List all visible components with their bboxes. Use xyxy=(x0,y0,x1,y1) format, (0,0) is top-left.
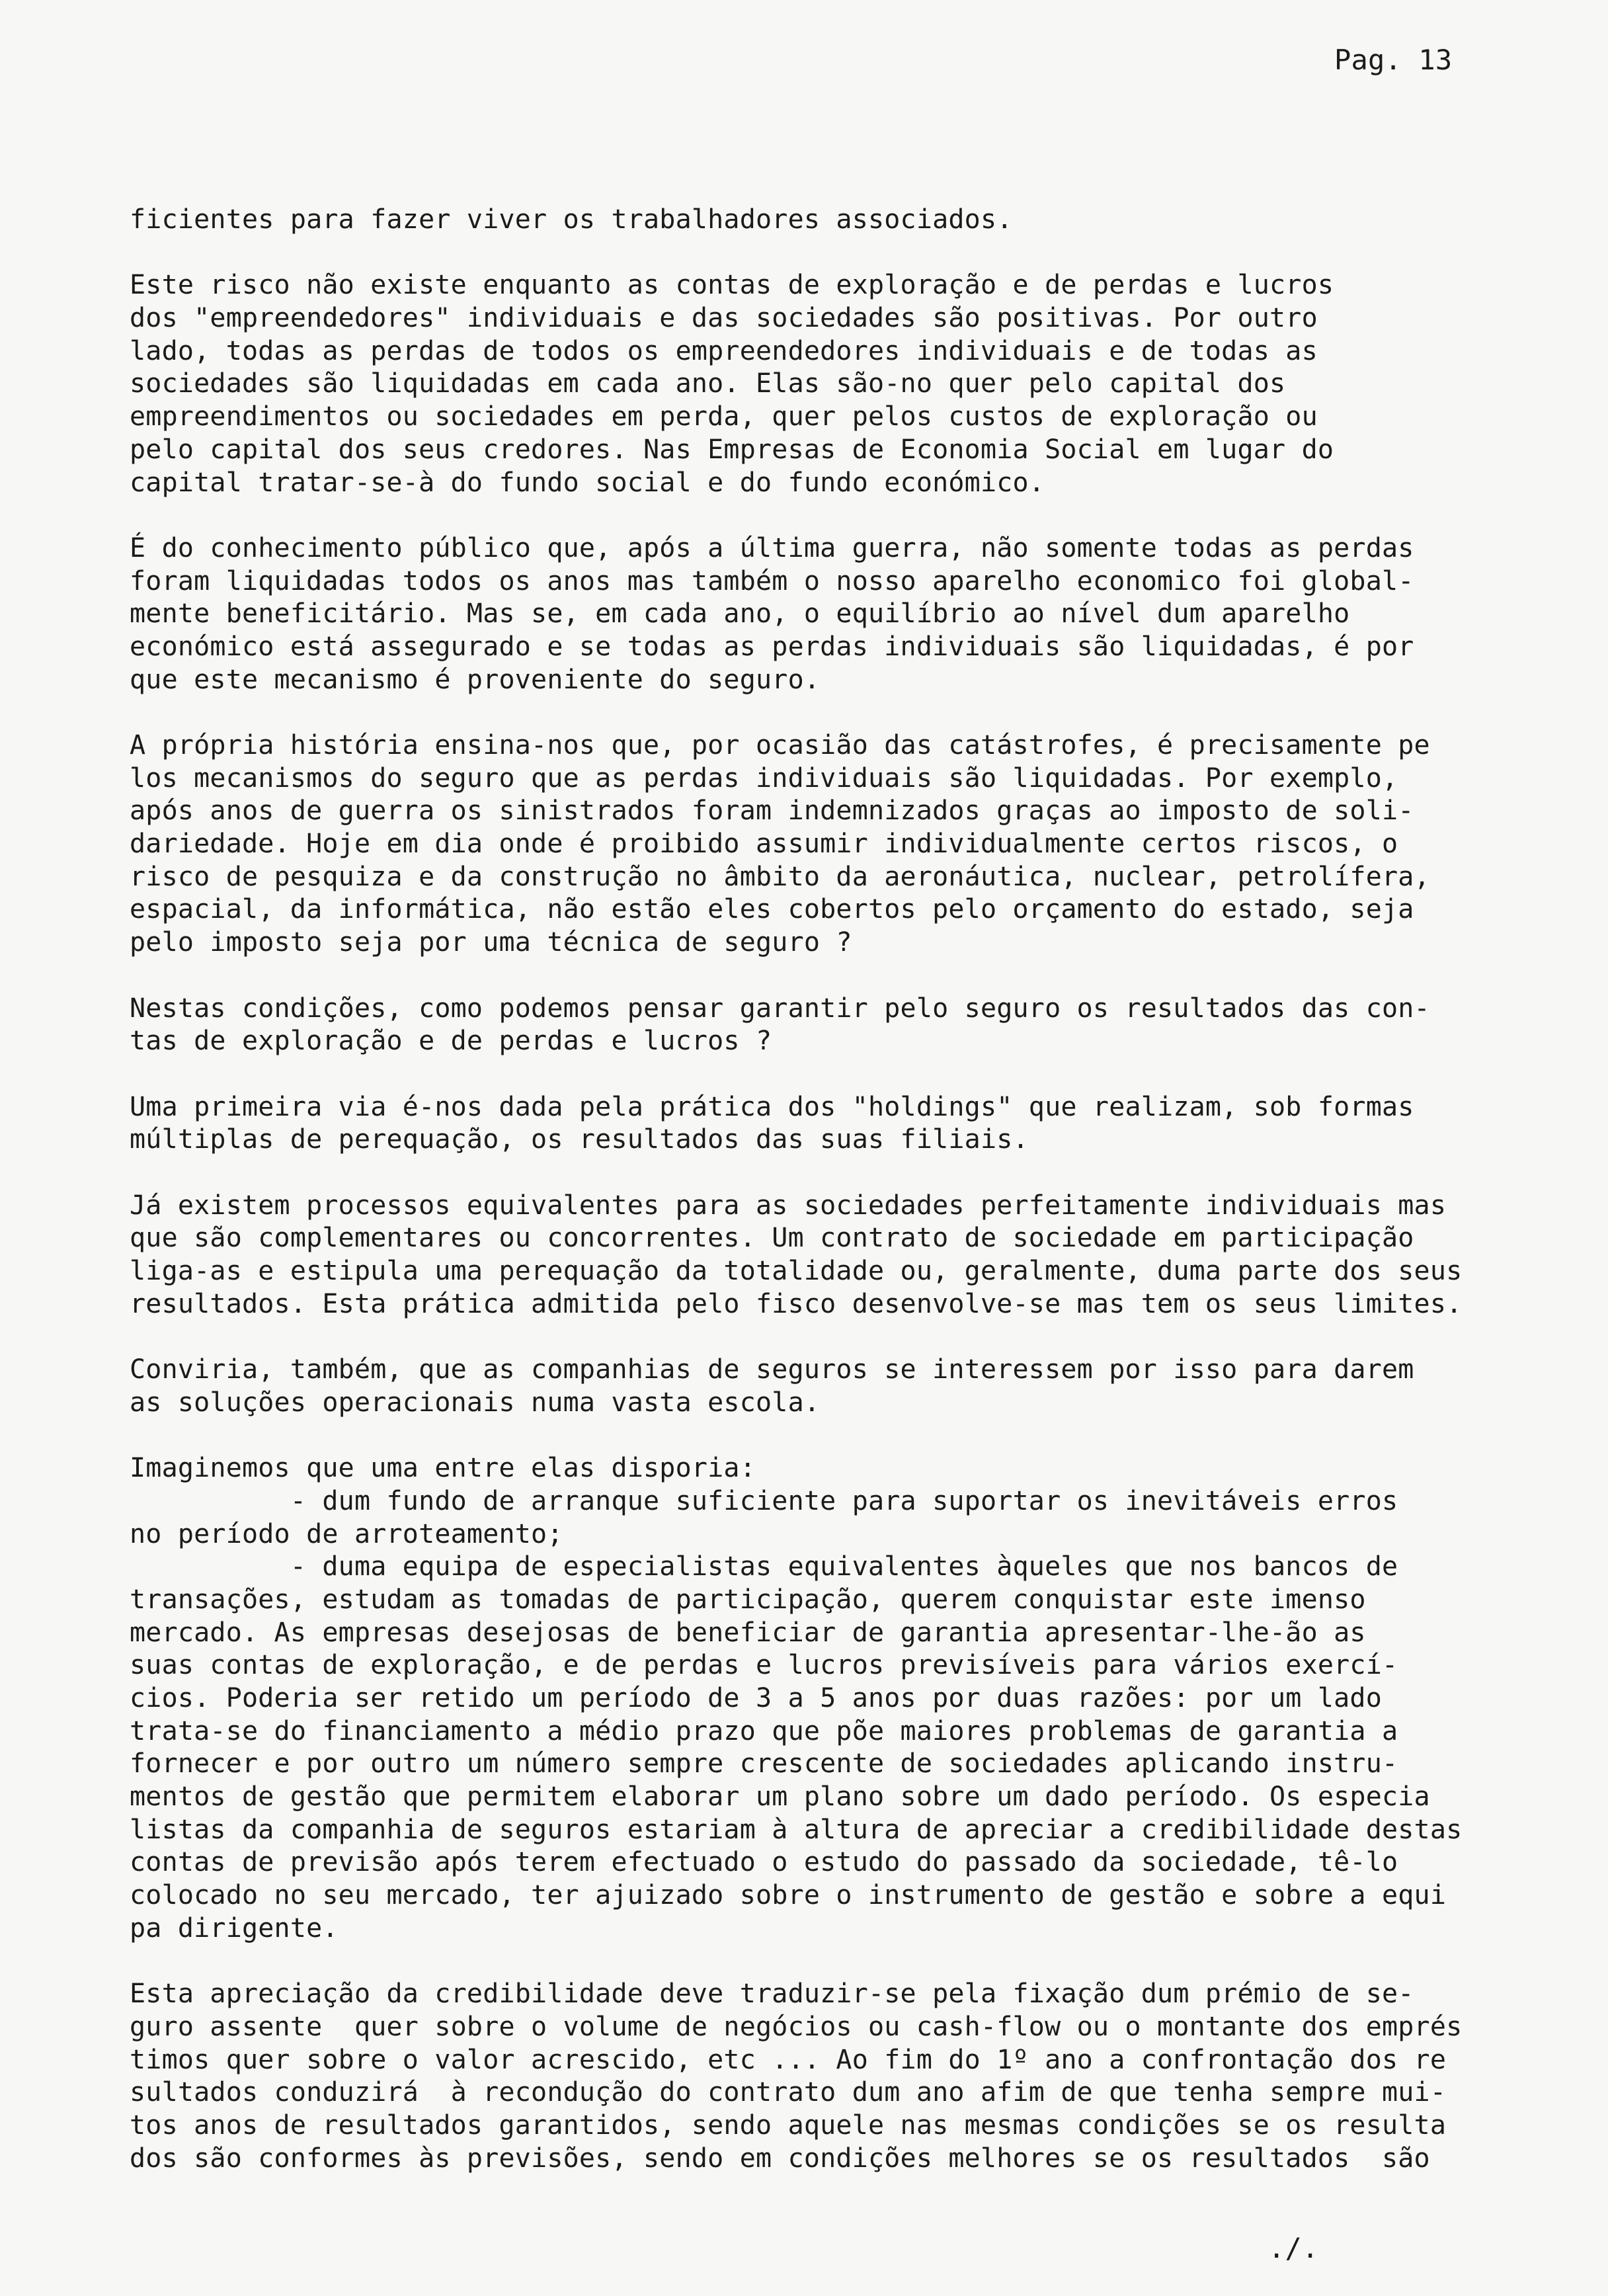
text-line: pa dirigente. xyxy=(130,1912,339,1944)
text-line: Uma primeira via é-nos dada pela prática dos "holdings" que realizam, sob formas xyxy=(130,1091,1414,1122)
text-line: - duma equipa de especialistas equivalentes àqueles que nos bancos de xyxy=(130,1551,1398,1582)
text-line: pelo capital dos seus credores. Nas Empresas de Economia Social em lugar do xyxy=(130,434,1334,465)
continuation-mark: ./. xyxy=(1268,2232,1319,2264)
document-body xyxy=(130,204,1551,2175)
text-line: dos "empreendedores" individuais e das sociedades são positivas. Por outro xyxy=(130,303,1318,334)
text-line: lado, todas as perdas de todos os empreendedores individuais e de todas as xyxy=(130,335,1318,366)
text-line: Esta apreciação da credibilidade deve traduzir-se pela fixação dum prémio de se- xyxy=(130,1979,1414,2010)
text-line: Já existem processos equivalentes para as sociedades perfeitamente individuais mas xyxy=(130,1190,1447,1221)
text-line: listas da companhia de seguros estariam à altura de apreciar a credibilidade destas xyxy=(130,1814,1463,1845)
text-line: los mecanismos do seguro que as perdas individuais são liquidadas. Por exemplo, xyxy=(130,762,1398,794)
text-line: tos anos de resultados garantidos, sendo aquele nas mesmas condições se os resulta xyxy=(130,2110,1447,2141)
text-line: ficientes para fazer viver os trabalhadores associados. xyxy=(130,204,1013,235)
text-line: mentos de gestão que permitem elaborar um plano sobre um dado período. Os especia xyxy=(130,1782,1430,1812)
paragraph-history xyxy=(130,729,1551,960)
text-line: contas de previsão após terem efectuado o estudo do passado da sociedade, tê-lo xyxy=(130,1847,1398,1878)
text-line: económico está assegurado e se todas as perdas individuais são liquidadas, é por xyxy=(130,631,1414,662)
paragraph-risk xyxy=(130,269,1551,499)
page-number: Pag. 13 xyxy=(1334,44,1453,76)
text-line: capital tratar-se-à do fundo social e do fundo económico. xyxy=(130,467,1045,498)
text-line: risco de pesquiza e da construção no âmbito da aeronáutica, nuclear, petrolífera, xyxy=(130,861,1430,892)
text-line: Imaginemos que uma entre elas disporia: xyxy=(130,1453,756,1484)
text-line: pelo imposto seja por uma técnica de seguro ? xyxy=(130,927,852,958)
text-line: empreendimentos ou sociedades em perda, quer pelos custos de exploração ou xyxy=(130,401,1318,432)
paragraph-credibility xyxy=(130,1978,1551,2175)
text-line: A própria história ensina-nos que, por ocasião das catástrofes, é precisamente pe xyxy=(130,730,1430,760)
text-line: sociedades são liquidadas em cada ano. Elas são-no quer pelo capital dos xyxy=(130,368,1286,399)
text-line: - dum fundo de arranque suficiente para suportar os inevitáveis erros xyxy=(130,1485,1398,1516)
paragraph-processes xyxy=(130,1190,1551,1321)
text-line: Nestas condições, como podemos pensar garantir pelo seguro os resultados das con- xyxy=(130,993,1430,1024)
text-line: as soluções operacionais numa vasta escola. xyxy=(130,1387,821,1418)
text-line: timos quer sobre o valor acrescido, etc ... Ao fim do 1º ano a confrontação dos re xyxy=(130,2044,1447,2075)
text-line: que este mecanismo é proveniente do seguro. xyxy=(130,664,821,695)
text-line: no período de arroteamento; xyxy=(130,1518,563,1549)
text-line: É do conhecimento público que, após a última guerra, não somente todas as perdas xyxy=(130,532,1414,563)
text-line: Conviria, também, que as companhias de seguros se interessem por isso para darem xyxy=(130,1354,1414,1385)
text-line: após anos de guerra os sinistrados foram indemnizados graças ao imposto de soli- xyxy=(130,796,1414,827)
text-line: mercado. As empresas desejosas de beneficiar de garantia apresentar-lhe-ão as xyxy=(130,1617,1366,1648)
text-line: colocado no seu mercado, ter ajuizado sobre o instrumento de gestão e sobre a equi xyxy=(130,1880,1447,1911)
text-line: fornecer e por outro um número sempre crescente de sociedades aplicando instru- xyxy=(130,1748,1398,1780)
text-line: transações, estudam as tomadas de participação, querem conquistar este imenso xyxy=(130,1584,1366,1615)
paragraph-imagine xyxy=(130,1452,1551,1945)
text-line: resultados. Esta prática admitida pelo fisco desenvolve-se mas tem os seus limites. xyxy=(130,1288,1463,1319)
text-line: trata-se do financiamento a médio prazo que põe maiores problemas de garantia a xyxy=(130,1715,1398,1746)
text-line: dariedade. Hoje em dia onde é proibido assumir individualmente certos riscos, o xyxy=(130,829,1398,860)
text-line: dos são conformes às previsões, sendo em condições melhores se os resultados são xyxy=(130,2143,1430,2174)
text-line: foram liquidadas todos os anos mas também o nosso aparelho economico foi global- xyxy=(130,565,1414,596)
text-line: espacial, da informática, não estão eles cobertos pelo orçamento do estado, seja xyxy=(130,894,1414,925)
text-line: múltiplas de perequação, os resultados das suas filiais. xyxy=(130,1124,1029,1155)
paragraph-public-knowledge xyxy=(130,532,1551,696)
paragraph-holdings xyxy=(130,1091,1551,1157)
text-line: guro assente quer sobre o volume de negócios ou cash-flow ou o montante dos emprés xyxy=(130,2011,1463,2042)
text-line: cios. Poderia ser retido um período de 3 a 5 anos por duas razões: por um lado xyxy=(130,1682,1382,1713)
text-line: liga-as e estipula uma perequação da totalidade ou, geralmente, duma parte dos seus xyxy=(130,1256,1463,1286)
text-line: sultados conduzirá à recondução do contrato dum ano afim de que tenha sempre mui- xyxy=(130,2077,1447,2108)
paragraph-insurers xyxy=(130,1354,1551,1419)
text-line: tas de exploração e de perdas e lucros ? xyxy=(130,1026,772,1057)
paragraph-conditions xyxy=(130,993,1551,1058)
text-line: que são complementares ou concorrentes. Um contrato de sociedade em participação xyxy=(130,1223,1414,1254)
paragraph-intro-fragment xyxy=(130,204,1551,237)
text-line: Este risco não existe enquanto as contas de exploração e de perdas e lucros xyxy=(130,270,1334,301)
text-line: mente beneficitário. Mas se, em cada ano, o equilíbrio ao nível dum aparelho xyxy=(130,598,1350,630)
text-line: suas contas de exploração, e de perdas e lucros previsíveis para vários exercí- xyxy=(130,1650,1398,1681)
